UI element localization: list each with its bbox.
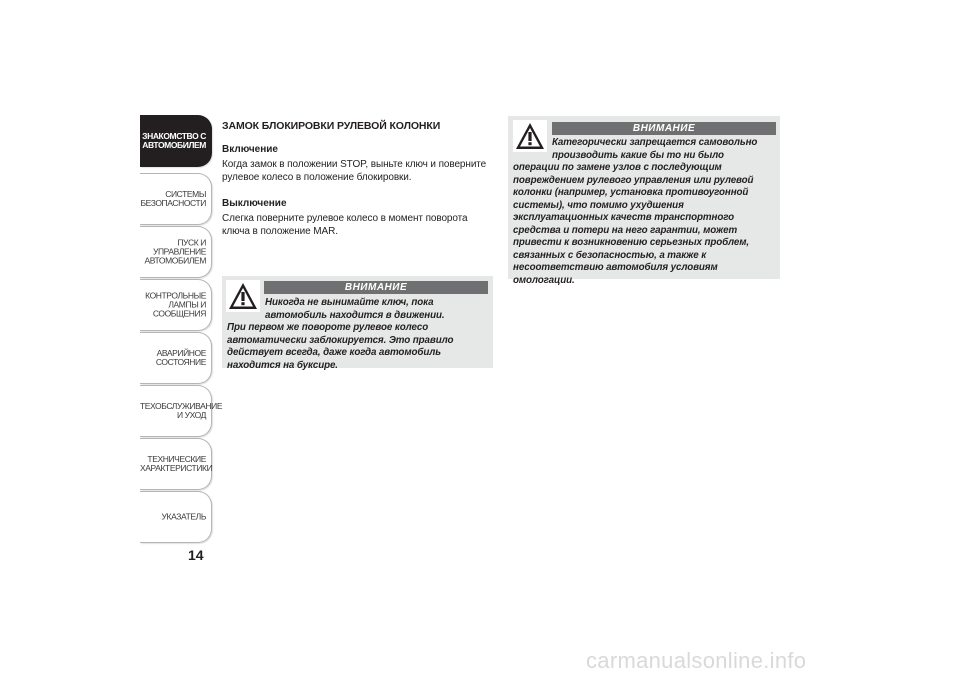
page-number: 14 <box>188 547 204 563</box>
tab-label: ТЕХНИЧЕСКИЕ ХАРАКТЕРИСТИКИ <box>140 454 213 473</box>
warning-text-beside: Никогда не вынимайте ключ, пока автомобиль находится в движении. <box>265 297 445 321</box>
tab-label: КОНТРОЛЬНЫЕ ЛАМПЫ И СООБЩЕНИЯ <box>145 290 206 319</box>
tab-label: АВАРИЙНОЕ СОСТОЯНИЕ <box>155 348 206 367</box>
on-text: Когда замок в положении STOP, выньте ключ и поверните рулевое колесо в положение блокировки. <box>222 159 487 183</box>
tab-technical-specs[interactable] <box>140 438 212 490</box>
tab-safety-systems[interactable] <box>140 173 212 225</box>
warning-box-1 <box>222 276 493 371</box>
warning-triangle-icon <box>513 120 547 157</box>
watermark: carmanualsonline.info <box>586 648 807 673</box>
off-heading: Выключение <box>222 198 287 209</box>
warning-text-below: При первом же повороте рулевое колесо автоматически заблокируется. Это правило действует всегда, даже когда автомобиль находится на буксире. <box>227 322 454 371</box>
tab-maintenance[interactable] <box>140 385 223 437</box>
warning-text-below: операции по замене узлов с последующим повреждением рулевого управления или рулевой колонки (например, установка противоугонной системы), что помимо ухудшения эксплуатационных качеств транспортного средства и потери на него гарантии, может привести к возникновению серьезных проблем, связанных с безопасностью, а также к несоответствию автомобиля условиям омологации. <box>513 162 754 286</box>
tab-label: ЗНАКОМСТВО С АВТОМОБИЛЕМ <box>142 131 206 150</box>
warning-triangle-icon <box>226 280 260 317</box>
on-heading: Включение <box>222 144 278 155</box>
section-title: ЗАМОК БЛОКИРОВКИ РУЛЕВОЙ КОЛОНКИ <box>222 120 441 132</box>
tab-warning-lights[interactable] <box>140 279 212 331</box>
tab-label: УКАЗАТЕЛЬ <box>161 511 206 522</box>
warning-header: ВНИМАНИЕ <box>552 122 776 135</box>
steering-lock-section <box>222 120 494 252</box>
tab-introduction[interactable] <box>140 115 212 167</box>
tab-label: СИСТЕМЫ БЕЗОПАСНОСТИ <box>140 189 206 208</box>
off-text: Слегка поверните рулевое колесо в момент поворота ключа в положение MAR. <box>222 213 468 237</box>
tab-label: ТЕХОБСЛУЖИВАНИЕ И УХОД <box>140 401 223 420</box>
warning-text-beside: Категорически запрещается самовольно производить какие бы то ни было <box>552 137 758 161</box>
warning-header: ВНИМАНИЕ <box>264 281 488 294</box>
warning-box-2 <box>508 116 780 286</box>
tab-label: ПУСК И УПРАВЛЕНИЕ АВТОМОБИЛЕМ <box>144 237 206 266</box>
tab-emergency[interactable] <box>140 332 212 384</box>
tab-starting-driving[interactable] <box>140 226 212 278</box>
tab-index[interactable] <box>140 491 212 543</box>
